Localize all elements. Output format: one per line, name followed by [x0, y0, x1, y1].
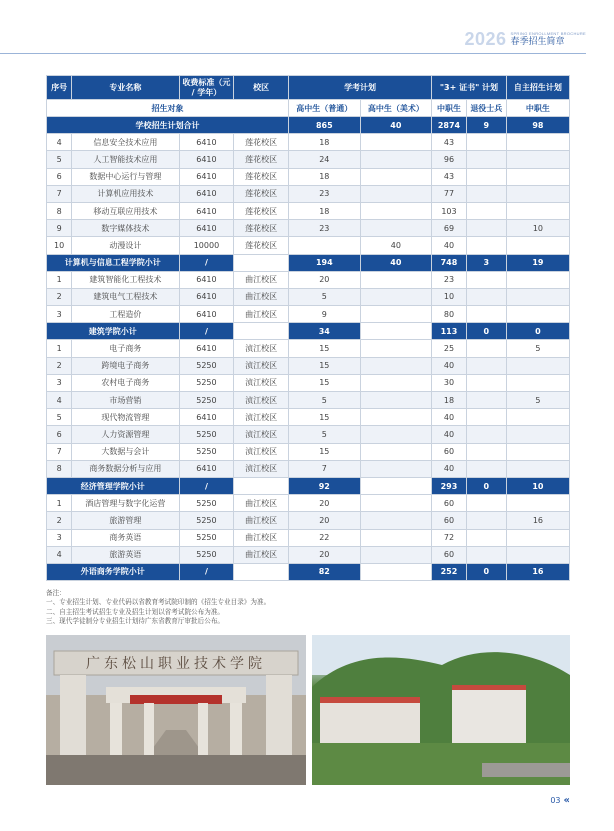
cell-art	[360, 306, 432, 323]
cell-cert: 72	[432, 529, 467, 546]
cell-art	[360, 460, 432, 477]
cell-hs: 9	[289, 306, 361, 323]
cell-cert: 18	[432, 392, 467, 409]
cell-art	[360, 134, 432, 151]
cell-no: 2	[47, 288, 72, 305]
cell-no: 6	[47, 426, 72, 443]
cell-campus: 莲花校区	[234, 220, 289, 237]
subtotal-hs: 194	[289, 254, 361, 271]
cell-self: 5	[506, 392, 569, 409]
subtotal-fee: /	[179, 254, 234, 271]
table-row	[47, 357, 570, 374]
cell-hs: 5	[289, 426, 361, 443]
cell-hs: 20	[289, 546, 361, 563]
cell-self	[506, 185, 569, 202]
cell-fee: 6410	[179, 288, 234, 305]
subtotal-vet: 0	[466, 323, 506, 340]
cell-no: 8	[47, 202, 72, 219]
cell-self	[506, 357, 569, 374]
subtotal-campus-blank	[234, 477, 289, 494]
cell-art	[360, 357, 432, 374]
cell-self	[506, 529, 569, 546]
cell-cert: 25	[432, 340, 467, 357]
subtotal-cert: 113	[432, 323, 467, 340]
cell-name: 农村电子商务	[72, 374, 179, 391]
cell-self	[506, 495, 569, 512]
cell-vet	[466, 460, 506, 477]
total-label: 学校招生计划合计	[47, 117, 289, 134]
cell-no: 7	[47, 185, 72, 202]
cell-campus: 浈江校区	[234, 340, 289, 357]
cell-hs: 15	[289, 409, 361, 426]
cell-vet	[466, 168, 506, 185]
cell-self	[506, 168, 569, 185]
table-row	[47, 306, 570, 323]
table-row	[47, 168, 570, 185]
cell-vet	[466, 220, 506, 237]
cell-vet	[466, 409, 506, 426]
table-row	[47, 426, 570, 443]
subtotal-cert: 293	[432, 477, 467, 494]
cell-vet	[466, 443, 506, 460]
cell-self	[506, 409, 569, 426]
cell-name: 大数据与会计	[72, 443, 179, 460]
cell-cert: 40	[432, 409, 467, 426]
cell-fee: 5250	[179, 529, 234, 546]
cell-fee: 5250	[179, 546, 234, 563]
cell-campus: 莲花校区	[234, 151, 289, 168]
cell-no: 4	[47, 134, 72, 151]
cell-name: 商务英语	[72, 529, 179, 546]
subtotal-row	[47, 323, 570, 340]
total-cert: 2874	[432, 117, 467, 134]
cell-cert: 40	[432, 460, 467, 477]
cell-hs: 23	[289, 185, 361, 202]
cell-vet	[466, 512, 506, 529]
cell-self	[506, 426, 569, 443]
subtotal-campus-blank	[234, 323, 289, 340]
col-major: 专业名称	[72, 76, 179, 100]
cell-cert: 60	[432, 546, 467, 563]
cell-name: 计算机应用技术	[72, 185, 179, 202]
table-row	[47, 220, 570, 237]
subtotal-fee: /	[179, 323, 234, 340]
cell-art	[360, 443, 432, 460]
col-exam-plan: 学考计划	[289, 76, 432, 100]
table-row	[47, 460, 570, 477]
subtotal-self: 10	[506, 477, 569, 494]
cell-hs: 20	[289, 512, 361, 529]
cell-self	[506, 288, 569, 305]
campus-gate-illustration	[46, 635, 306, 785]
cell-cert: 80	[432, 306, 467, 323]
table-row	[47, 202, 570, 219]
subtotal-campus-blank	[234, 254, 289, 271]
cell-fee: 10000	[179, 237, 234, 254]
cell-fee: 6410	[179, 306, 234, 323]
cell-vet	[466, 392, 506, 409]
cell-vet	[466, 529, 506, 546]
cell-hs: 5	[289, 392, 361, 409]
cell-no: 3	[47, 374, 72, 391]
note-item: 三、现代学徒制分专业招生计划待广东省教育厅审批后公布。	[46, 617, 225, 626]
cell-hs: 23	[289, 220, 361, 237]
cell-self	[506, 271, 569, 288]
cell-no: 9	[47, 220, 72, 237]
cell-no: 2	[47, 357, 72, 374]
cell-self	[506, 134, 569, 151]
col-fee: 收费标准（元 / 学年）	[179, 76, 234, 100]
cell-name: 建筑电气工程技术	[72, 288, 179, 305]
enrollment-plan-table	[46, 75, 570, 581]
cell-fee: 6410	[179, 340, 234, 357]
cell-no: 1	[47, 271, 72, 288]
cell-hs: 15	[289, 340, 361, 357]
cell-campus: 曲江校区	[234, 306, 289, 323]
cell-hs	[289, 237, 361, 254]
col-vocational: 中职生	[432, 100, 467, 117]
cell-vet	[466, 426, 506, 443]
subtotal-vet: 0	[466, 477, 506, 494]
cell-self: 16	[506, 512, 569, 529]
subtotal-row	[47, 563, 570, 580]
cell-self	[506, 546, 569, 563]
header-divider	[0, 53, 586, 54]
cell-campus: 莲花校区	[234, 237, 289, 254]
header-year: 2026	[464, 28, 507, 49]
cell-campus: 曲江校区	[234, 495, 289, 512]
cell-no: 10	[47, 237, 72, 254]
cell-art	[360, 185, 432, 202]
cell-self: 10	[506, 220, 569, 237]
table-row	[47, 271, 570, 288]
table-row	[47, 495, 570, 512]
cell-cert: 60	[432, 495, 467, 512]
cell-no: 7	[47, 443, 72, 460]
table-row	[47, 340, 570, 357]
cell-cert: 77	[432, 185, 467, 202]
subtotal-art	[360, 323, 432, 340]
subtotal-self: 16	[506, 563, 569, 580]
table-row	[47, 392, 570, 409]
col-self-plan: 自主招生计划	[506, 76, 569, 100]
cell-fee: 6410	[179, 202, 234, 219]
cell-vet	[466, 374, 506, 391]
cell-hs: 15	[289, 357, 361, 374]
cell-cert: 23	[432, 271, 467, 288]
cell-vet	[466, 202, 506, 219]
cell-cert: 10	[432, 288, 467, 305]
cell-art	[360, 426, 432, 443]
cell-no: 4	[47, 546, 72, 563]
cell-campus: 曲江校区	[234, 546, 289, 563]
cell-no: 5	[47, 409, 72, 426]
cell-name: 建筑智能化工程技术	[72, 271, 179, 288]
subtotal-hs: 92	[289, 477, 361, 494]
cell-campus: 曲江校区	[234, 512, 289, 529]
notes-title: 备注：	[46, 589, 66, 597]
cell-no: 5	[47, 151, 72, 168]
cell-name: 旅游英语	[72, 546, 179, 563]
cell-fee: 6410	[179, 271, 234, 288]
brochure-header	[464, 28, 586, 50]
cell-name: 跨境电子商务	[72, 357, 179, 374]
cell-art	[360, 220, 432, 237]
table-subheader-row	[47, 100, 570, 117]
cell-campus: 莲花校区	[234, 134, 289, 151]
col-hs-general: 高中生（普通）	[289, 100, 361, 117]
subtotal-cert: 748	[432, 254, 467, 271]
subtotal-fee: /	[179, 563, 234, 580]
cell-campus: 莲花校区	[234, 202, 289, 219]
cell-campus: 莲花校区	[234, 168, 289, 185]
campus-building-illustration	[312, 635, 570, 785]
cell-campus: 曲江校区	[234, 529, 289, 546]
subtotal-self: 19	[506, 254, 569, 271]
total-self: 98	[506, 117, 569, 134]
table-row	[47, 134, 570, 151]
cell-name: 现代物流管理	[72, 409, 179, 426]
cell-campus: 浈江校区	[234, 409, 289, 426]
cell-hs: 24	[289, 151, 361, 168]
cell-fee: 5250	[179, 426, 234, 443]
cell-cert: 69	[432, 220, 467, 237]
cell-fee: 6410	[179, 409, 234, 426]
cell-name: 人工智能技术应用	[72, 151, 179, 168]
cell-art	[360, 202, 432, 219]
cell-cert: 40	[432, 426, 467, 443]
subtotal-label: 经济管理学院小计	[47, 477, 180, 494]
col-no: 序号	[47, 76, 72, 100]
table-row	[47, 443, 570, 460]
cell-hs: 15	[289, 443, 361, 460]
cell-art	[360, 409, 432, 426]
cell-hs: 22	[289, 529, 361, 546]
back-chevron-icon: «	[563, 795, 570, 806]
header-brand	[510, 32, 586, 47]
cell-art	[360, 271, 432, 288]
cell-self	[506, 202, 569, 219]
page-footer	[550, 795, 570, 806]
cell-fee: 5250	[179, 495, 234, 512]
table-row	[47, 512, 570, 529]
cell-no: 6	[47, 168, 72, 185]
table-row	[47, 288, 570, 305]
cell-name: 商务数据分析与应用	[72, 460, 179, 477]
cell-cert: 43	[432, 168, 467, 185]
cell-cert: 60	[432, 512, 467, 529]
cell-no: 3	[47, 306, 72, 323]
col-vocational-self: 中职生	[506, 100, 569, 117]
cell-fee: 5250	[179, 392, 234, 409]
col-campus: 校区	[234, 76, 289, 100]
cell-art: 40	[360, 237, 432, 254]
gate-sign-text: 广东松山职业技术学院	[86, 656, 266, 672]
table-row	[47, 529, 570, 546]
cell-self	[506, 443, 569, 460]
subtotal-row	[47, 477, 570, 494]
cell-hs: 20	[289, 495, 361, 512]
cell-vet	[466, 185, 506, 202]
cell-fee: 6410	[179, 220, 234, 237]
campus-gate-photo	[46, 635, 306, 785]
subtotal-label: 外语商务学院小计	[47, 563, 180, 580]
cell-vet	[466, 271, 506, 288]
cell-art	[360, 374, 432, 391]
cell-self	[506, 460, 569, 477]
total-row	[47, 117, 570, 134]
cell-name: 数字媒体技术	[72, 220, 179, 237]
cell-no: 2	[47, 512, 72, 529]
cell-cert: 40	[432, 357, 467, 374]
cell-hs: 7	[289, 460, 361, 477]
cell-vet	[466, 495, 506, 512]
cell-hs: 18	[289, 168, 361, 185]
cell-self	[506, 374, 569, 391]
cell-no: 3	[47, 529, 72, 546]
campus-photos	[46, 635, 570, 785]
table-header-row	[47, 76, 570, 100]
total-vet: 9	[466, 117, 506, 134]
subtotal-vet: 0	[466, 563, 506, 580]
cell-fee: 6410	[179, 185, 234, 202]
cell-self: 5	[506, 340, 569, 357]
cell-fee: 6410	[179, 460, 234, 477]
cell-no: 8	[47, 460, 72, 477]
cell-vet	[466, 340, 506, 357]
cell-campus: 浈江校区	[234, 460, 289, 477]
subtotal-self: 0	[506, 323, 569, 340]
cell-self	[506, 237, 569, 254]
subtotal-fee: /	[179, 477, 234, 494]
col-target: 招生对象	[47, 100, 289, 117]
cell-name: 旅游管理	[72, 512, 179, 529]
table-row	[47, 237, 570, 254]
header-brand-en: SPRING ENROLLMENT BROCHURE	[510, 30, 586, 36]
col-cert-plan: "3+ 证书" 计划	[432, 76, 507, 100]
cell-name: 工程造价	[72, 306, 179, 323]
cell-vet	[466, 288, 506, 305]
table-row	[47, 374, 570, 391]
col-veterans: 退役士兵	[466, 100, 506, 117]
subtotal-hs: 34	[289, 323, 361, 340]
note-item: 一、专业招生计划、专业代码以省教育考试院印制的《招生专业目录》为准。	[46, 598, 271, 607]
subtotal-art: 40	[360, 254, 432, 271]
cell-art	[360, 151, 432, 168]
campus-building-photo	[312, 635, 570, 785]
cell-name: 信息安全技术应用	[72, 134, 179, 151]
cell-art	[360, 495, 432, 512]
cell-art	[360, 340, 432, 357]
cell-art	[360, 168, 432, 185]
table-row	[47, 409, 570, 426]
subtotal-vet: 3	[466, 254, 506, 271]
cell-hs: 18	[289, 134, 361, 151]
header-brand-cn: 春季招生简章	[510, 36, 565, 47]
cell-fee: 5250	[179, 443, 234, 460]
cell-campus: 浈江校区	[234, 357, 289, 374]
cell-fee: 6410	[179, 134, 234, 151]
subtotal-label: 建筑学院小计	[47, 323, 180, 340]
cell-art	[360, 288, 432, 305]
total-hs: 865	[289, 117, 361, 134]
cell-art	[360, 529, 432, 546]
cell-campus: 曲江校区	[234, 271, 289, 288]
cell-art	[360, 546, 432, 563]
cell-hs: 18	[289, 202, 361, 219]
cell-no: 4	[47, 392, 72, 409]
cell-fee: 5250	[179, 374, 234, 391]
notes	[46, 589, 270, 627]
note-item: 二、自主招生考试招生专业及招生计划以省考试院公布为准。	[46, 607, 225, 616]
cell-fee: 5250	[179, 512, 234, 529]
cell-hs: 20	[289, 271, 361, 288]
cell-fee: 5250	[179, 357, 234, 374]
cell-fee: 6410	[179, 151, 234, 168]
table-row	[47, 151, 570, 168]
cell-art	[360, 512, 432, 529]
subtotal-campus-blank	[234, 563, 289, 580]
cell-vet	[466, 151, 506, 168]
cell-campus: 浈江校区	[234, 426, 289, 443]
cell-name: 电子商务	[72, 340, 179, 357]
cell-hs: 5	[289, 288, 361, 305]
cell-name: 移动互联应用技术	[72, 202, 179, 219]
cell-hs: 15	[289, 374, 361, 391]
cell-name: 数据中心运行与管理	[72, 168, 179, 185]
cell-name: 市场营销	[72, 392, 179, 409]
cell-vet	[466, 306, 506, 323]
cell-name: 动漫设计	[72, 237, 179, 254]
table-row	[47, 185, 570, 202]
cell-cert: 96	[432, 151, 467, 168]
subtotal-art	[360, 563, 432, 580]
cell-no: 1	[47, 495, 72, 512]
cell-campus: 浈江校区	[234, 443, 289, 460]
page-number: 03	[550, 796, 561, 805]
cell-campus: 曲江校区	[234, 288, 289, 305]
cell-fee: 6410	[179, 168, 234, 185]
cell-self	[506, 151, 569, 168]
cell-vet	[466, 134, 506, 151]
cell-name: 人力资源管理	[72, 426, 179, 443]
cell-vet	[466, 546, 506, 563]
subtotal-art	[360, 477, 432, 494]
cell-name: 酒店管理与数字化运营	[72, 495, 179, 512]
cell-self	[506, 306, 569, 323]
subtotal-hs: 82	[289, 563, 361, 580]
cell-campus: 莲花校区	[234, 185, 289, 202]
cell-cert: 60	[432, 443, 467, 460]
table-row	[47, 546, 570, 563]
cell-art	[360, 392, 432, 409]
subtotal-cert: 252	[432, 563, 467, 580]
cell-campus: 浈江校区	[234, 374, 289, 391]
cell-vet	[466, 237, 506, 254]
cell-no: 1	[47, 340, 72, 357]
total-art: 40	[360, 117, 432, 134]
cell-cert: 103	[432, 202, 467, 219]
cell-cert: 40	[432, 237, 467, 254]
cell-cert: 30	[432, 374, 467, 391]
subtotal-label: 计算机与信息工程学院小计	[47, 254, 180, 271]
col-hs-art: 高中生（美术）	[360, 100, 432, 117]
cell-vet	[466, 357, 506, 374]
subtotal-row	[47, 254, 570, 271]
cell-cert: 43	[432, 134, 467, 151]
cell-campus: 浈江校区	[234, 392, 289, 409]
